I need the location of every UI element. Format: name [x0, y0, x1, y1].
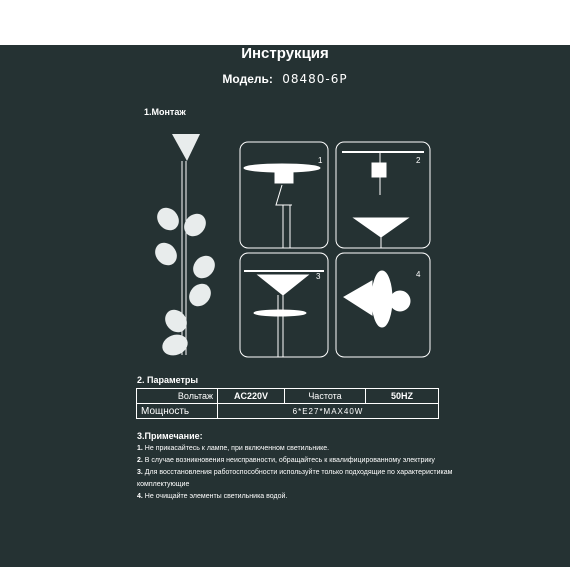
params-table: [136, 388, 439, 419]
section-notes-title: 3.Примечание:: [137, 431, 203, 441]
figure-number-2: 2: [416, 156, 421, 165]
frequency-label: Частота: [285, 389, 366, 404]
frequency-value: 50HZ: [366, 389, 439, 404]
section-params-title: 2. Параметры: [137, 375, 199, 385]
note-number: 1.: [137, 445, 143, 452]
figure-number-4: 4: [416, 270, 421, 279]
note-text: Не очищайте элементы светильника водой.: [144, 493, 288, 500]
voltage-value: AC220V: [218, 389, 285, 404]
note-item: [137, 455, 462, 467]
note-item: [137, 443, 462, 455]
note-number: 2.: [137, 457, 143, 464]
note-text: Не прикасайтесь к лампе, при включенном светильнике.: [144, 445, 330, 452]
page-title: Инструкция: [241, 45, 329, 62]
model-value: 08480-6P: [282, 72, 348, 86]
note-text: Для восстановления работоспособности используйте только подходящие по характеристикам комплектующие: [137, 469, 453, 488]
note-text: В случае возникновения неисправности, обращайтесь к квалифицированному электрику: [144, 457, 435, 464]
instruction-sheet: [0, 45, 570, 567]
table-row: [137, 404, 439, 419]
lamp-drawing: [151, 134, 220, 359]
figure-number-3: 3: [316, 272, 321, 281]
note-number: 4.: [137, 493, 143, 500]
note-item: [137, 491, 462, 503]
figure-3: [240, 253, 328, 357]
section-mounting-title: 1.Монтаж: [144, 107, 186, 117]
table-row: [137, 389, 439, 404]
power-label: Мощность: [137, 404, 218, 419]
figure-number-1: 1: [318, 156, 323, 165]
power-value: 6*E27*MAX40W: [218, 404, 439, 419]
model-label: Модель:: [222, 72, 273, 86]
voltage-label: Вольтаж: [137, 389, 218, 404]
note-number: 3.: [137, 469, 143, 476]
notes-list: [137, 443, 462, 503]
note-item: [137, 467, 462, 491]
figure-4: [336, 253, 430, 357]
figure-1: [240, 142, 328, 248]
